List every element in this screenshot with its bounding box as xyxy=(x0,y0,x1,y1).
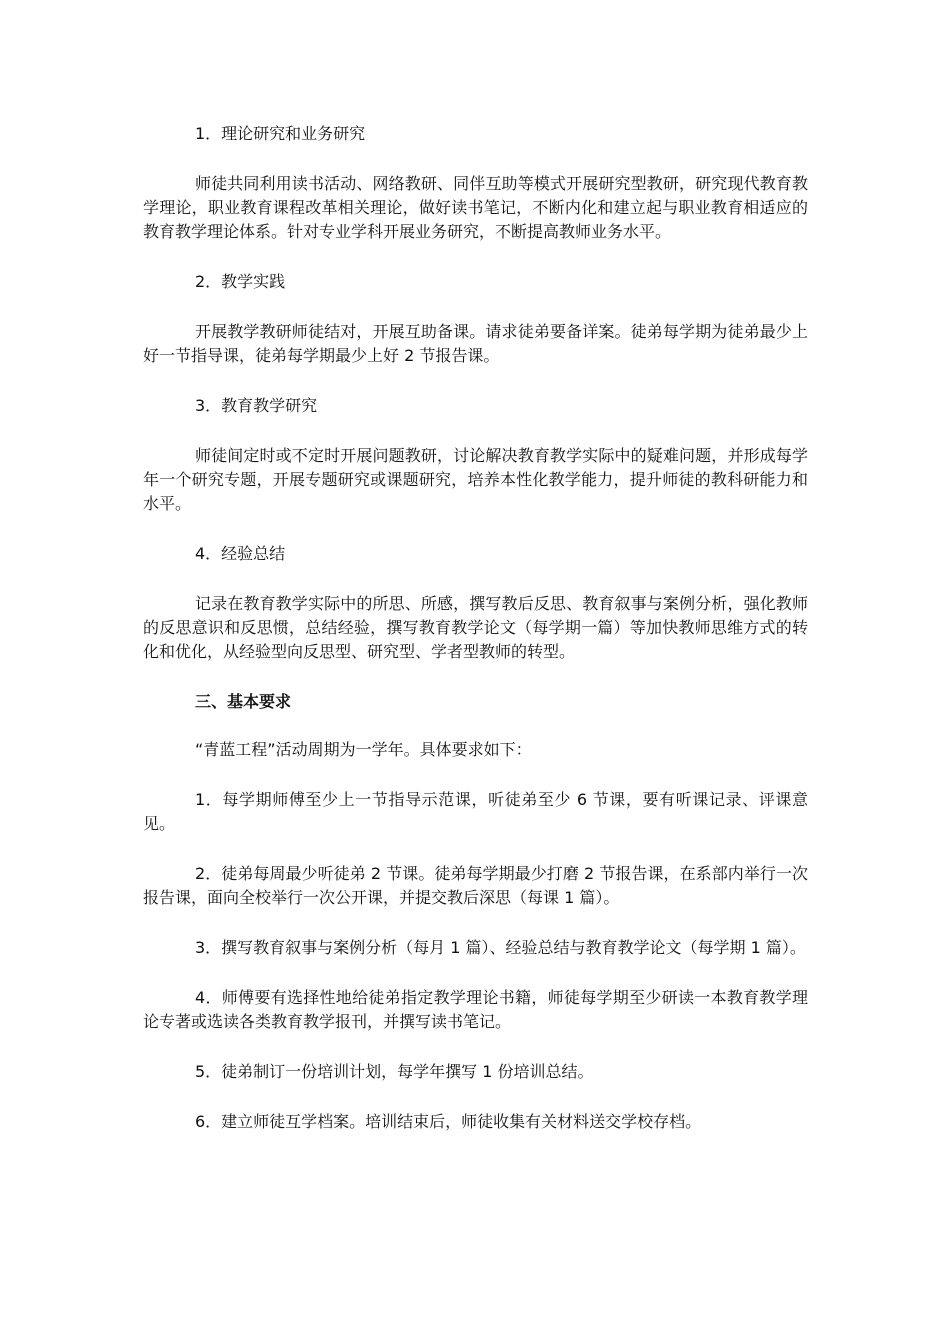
paragraph-requirements-intro: “青蓝工程”活动周期为一学年。具体要求如下： xyxy=(195,740,532,759)
paragraph-experience-summary: 记录在教育教学实际中的所思、所感，撰写教后反思、教育叙事与案例分析，强化教师的反思意识和反思惯，总结经验，撰写教育教学论文（每学期一篇）等加快教师思维方式的转化和优化，从经验型向反思型、研究型、学者型教师的转型。 xyxy=(143,594,808,661)
requirement-item-4: 4．师傅要有选择性地给徒弟指定教学理论书籍，师徒每学期至少研读一本教育教学理论专著或选读各类教育教学报刊，并撰写读书笔记。 xyxy=(143,988,808,1031)
requirement-item-1: 1．每学期师傅至少上一节指导示范课，听徒弟至少 6 节课，要有听课记录、评课意见。 xyxy=(143,790,808,833)
requirement-item-6: 6．建立师徒互学档案。培训结束后，师徒收集有关材料送交学校存档。 xyxy=(195,1112,702,1131)
requirement-item-2: 2．徒弟每周最少听徒弟 2 节课。徒弟每学期最少打磨 2 节报告课，在系部内举行一次报告课，面向全校举行一次公开课，并提交教后深思（每课 1 篇）。 xyxy=(143,864,808,907)
section-heading-theory-research: 1．理论研究和业务研究 xyxy=(195,124,366,143)
paragraph-teaching-practice: 开展教学教研师徒结对，开展互助备课。请求徒弟要备详案。徒弟每学期为徒弟最少上好一节指导课，徒弟每学期最少上好 2 节报告课。 xyxy=(143,322,808,365)
requirement-item-5: 5．徒弟制订一份培训计划，每学年撰写 1 份培训总结。 xyxy=(195,1062,594,1081)
paragraph-theory-research: 师徒共同利用读书活动、网络教研、同伴互助等模式开展研究型教研，研究现代教育教学理论，职业教育课程改革相关理论，做好读书笔记，不断内化和建立起与职业教育相适应的教育教学理论体系。针对专业学科开展业务研究，不断提高教师业务水平。 xyxy=(143,174,808,241)
section-heading-education-research: 3．教育教学研究 xyxy=(195,396,318,415)
section-heading-teaching-practice: 2．教学实践 xyxy=(195,272,286,291)
requirement-item-3: 3．撰写教育叙事与案例分析（每月 1 篇）、经验总结与教育教学论文（每学期 1 篇）。 xyxy=(195,938,806,957)
section-heading-basic-requirements: 三、基本要求 xyxy=(195,692,292,711)
paragraph-education-research: 师徒间定时或不定时开展问题教研，讨论解决教育教学实际中的疑难问题，并形成每学年一个研究专题，开展专题研究或课题研究，培养本性化教学能力，提升师徒的教科研能力和水平。 xyxy=(143,446,808,513)
document-body xyxy=(143,122,808,1160)
section-heading-experience-summary: 4．经验总结 xyxy=(195,544,286,563)
